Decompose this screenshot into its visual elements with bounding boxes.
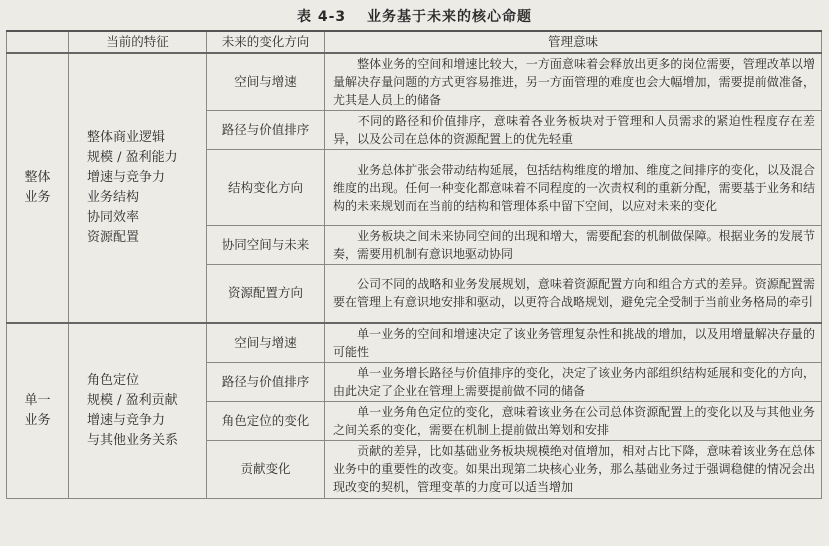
feature-item: 资源配置 [87, 229, 140, 245]
management-meaning-cell: 单一业务角色定位的变化，意味着该业务在公司总体资源配置上的变化以及与其他业务之间关系的变化，需要在机制上提前做出筹划和安排 [325, 401, 822, 440]
feature-item: 增速与竞争力 [87, 412, 166, 428]
current-features-cell [69, 53, 207, 323]
future-direction-cell: 路径与价值排序 [207, 362, 325, 401]
feature-item: 业务结构 [87, 189, 140, 205]
management-meaning-cell: 贡献的差异，比如基础业务板块规模绝对值增加，相对占比下降，意味着该业务在总体业务中的重要性的改变。如果出现第二块核心业务，那么基础业务过于强调稳健的情况会出现改变的契机，管理变革的力度可以适当增加 [325, 440, 822, 498]
future-direction-cell: 空间与增速 [207, 53, 325, 111]
management-meaning-cell: 公司不同的战略和业务发展规划，意味着资源配置方向和组合方式的差异。资源配置需要在管理上有意识地安排和驱动，以更符合战略规划，避免完全受制于当前业务格局的牵引 [325, 265, 822, 323]
feature-item: 规模 / 盈利能力 [87, 149, 178, 165]
management-meaning-cell: 单一业务的空间和增速决定了该业务管理复杂性和挑战的增加，以及用增量解决存量的可能性 [325, 323, 822, 363]
table-caption [0, 6, 829, 26]
feature-item: 角色定位 [87, 372, 140, 388]
feature-item: 与其他业务关系 [87, 432, 179, 448]
management-meaning-cell: 业务总体扩张会带动结构延展，包括结构维度的增加、维度之间排序的变化，以及混合维度的出现。任何一种变化都意味着不同程度的一次责权利的重新分配，需要基于业务和结构的未来规划而在当前的结构和管理体系中留下空间，以应对未来的变化 [325, 150, 822, 226]
caption-title: 业务基于未来的核心命题 [367, 9, 533, 25]
header-current-features: 当前的特征 [69, 31, 207, 53]
management-meaning-cell: 单一业务增长路径与价值排序的变化，决定了该业务内部组织结构延展和变化的方向，由此决定了企业在管理上需要提前做不同的储备 [325, 362, 822, 401]
feature-item: 规模 / 盈利贡献 [87, 392, 178, 408]
current-features-cell [69, 323, 207, 499]
management-meaning-cell: 不同的路径和价值排序，意味着各业务板块对于管理和人员需求的紧迫性程度存在差异，以及公司在总体的资源配置上的优先轻重 [325, 111, 822, 150]
future-direction-cell: 结构变化方向 [207, 150, 325, 226]
feature-item: 增速与竞争力 [87, 169, 166, 185]
core-propositions-table [6, 30, 822, 499]
table-row [7, 323, 822, 363]
future-direction-cell: 协同空间与未来 [207, 226, 325, 265]
header-row [7, 31, 822, 53]
table-row [7, 53, 822, 111]
category-text: 整体 [24, 169, 51, 185]
future-direction-cell: 空间与增速 [207, 323, 325, 363]
table-body [7, 53, 822, 498]
feature-item: 协同效率 [87, 209, 140, 225]
future-direction-cell: 路径与价值排序 [207, 111, 325, 150]
category-cell [7, 323, 69, 499]
header-future-direction: 未来的变化方向 [207, 31, 325, 53]
caption-label: 表 4-3 [296, 9, 347, 25]
management-meaning-cell: 整体业务的空间和增速比较大，一方面意味着会释放出更多的岗位需要，管理改革以增量解决存量问题的方式更容易推进，另一方面管理的难度也会大幅增加，需要提前做准备，尤其是人员上的储备 [325, 53, 822, 111]
management-meaning-cell: 业务板块之间未来协同空间的出现和增大，需要配套的机制做保障。根据业务的发展节奏，需要用机制有意识地驱动协同 [325, 226, 822, 265]
future-direction-cell: 资源配置方向 [207, 265, 325, 323]
category-text: 业务 [24, 189, 51, 205]
future-direction-cell: 角色定位的变化 [207, 401, 325, 440]
feature-item: 整体商业逻辑 [87, 129, 166, 145]
category-text: 业务 [24, 412, 51, 428]
header-category [7, 31, 69, 53]
category-text: 单一 [24, 392, 51, 408]
category-cell [7, 53, 69, 323]
future-direction-cell: 贡献变化 [207, 440, 325, 498]
header-management-meaning: 管理意味 [325, 31, 822, 53]
